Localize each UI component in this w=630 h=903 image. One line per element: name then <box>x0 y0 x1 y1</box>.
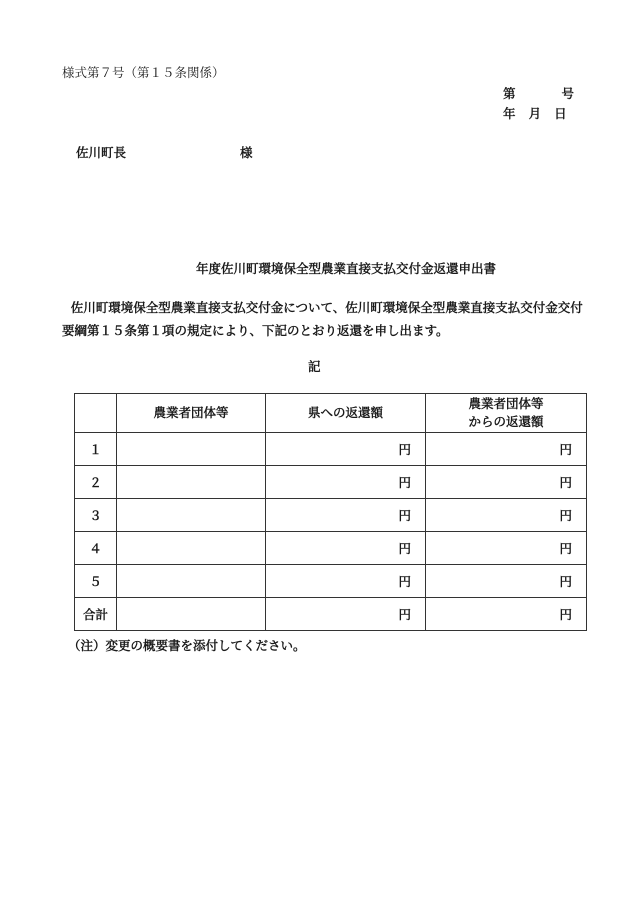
from-amount-cell[interactable]: 円 <box>426 466 587 499</box>
org-cell[interactable] <box>117 499 266 532</box>
attachment-note: （注）変更の概要書を添付してください。 <box>68 638 306 653</box>
body-paragraph <box>62 296 592 342</box>
row-label: ５ <box>75 565 117 598</box>
org-cell[interactable] <box>117 532 266 565</box>
table-row <box>75 466 587 499</box>
number-dai: 第 <box>503 86 516 101</box>
pref-amount-cell[interactable]: 円 <box>266 565 426 598</box>
date-line <box>503 104 567 122</box>
date-month: 月 <box>528 106 542 121</box>
pref-amount-cell[interactable]: 円 <box>266 499 426 532</box>
from-amount-cell[interactable]: 円 <box>426 565 587 598</box>
table-row <box>75 433 587 466</box>
from-amount-cell[interactable]: 円 <box>426 532 587 565</box>
total-label: 合計 <box>75 598 117 631</box>
from-amount-total[interactable]: 円 <box>426 598 587 631</box>
return-amount-table <box>74 393 587 631</box>
form-number-label: 様式第７号（第１５条関係） <box>62 65 225 80</box>
row-label: ４ <box>75 532 117 565</box>
header-prefecture-return: 県への返還額 <box>266 394 426 433</box>
date-year: 年 <box>503 106 516 121</box>
number-go: 号 <box>561 86 575 101</box>
org-cell[interactable] <box>117 598 266 631</box>
header-organization-return-line2: からの返還額 <box>468 414 544 429</box>
org-cell[interactable] <box>117 433 266 466</box>
body-text: 佐川町環境保全型農業直接支払交付金について、佐川町環境保全型農業直接支払交付金交付要綱第１５条第１項の規定により、下記のとおり返還を申し出ます。 <box>62 300 583 338</box>
header-organization: 農業者団体等 <box>117 394 266 433</box>
addressee-name: 佐川町長 <box>76 145 127 160</box>
ki-label: 記 <box>308 359 321 374</box>
pref-amount-total[interactable]: 円 <box>266 598 426 631</box>
document-number-line <box>503 84 574 102</box>
org-cell[interactable] <box>117 565 266 598</box>
row-label: ３ <box>75 499 117 532</box>
table-row <box>75 499 587 532</box>
row-label: ２ <box>75 466 117 499</box>
from-amount-cell[interactable]: 円 <box>426 499 587 532</box>
from-amount-cell[interactable]: 円 <box>426 433 587 466</box>
pref-amount-cell[interactable]: 円 <box>266 433 426 466</box>
document-title: 年度佐川町環境保全型農業直接支払交付金返還申出書 <box>196 261 497 276</box>
pref-amount-cell[interactable]: 円 <box>266 466 426 499</box>
org-cell[interactable] <box>117 466 266 499</box>
row-label: １ <box>75 433 117 466</box>
table-row <box>75 532 587 565</box>
table-row <box>75 565 587 598</box>
table-total-row <box>75 598 587 631</box>
date-day: 日 <box>554 106 567 121</box>
table-header-row <box>75 394 587 433</box>
header-organization-return-line1: 農業者団体等 <box>468 396 544 411</box>
header-organization-return <box>426 394 587 433</box>
header-index <box>75 394 117 433</box>
pref-amount-cell[interactable]: 円 <box>266 532 426 565</box>
addressee-honorific: 様 <box>240 145 253 160</box>
